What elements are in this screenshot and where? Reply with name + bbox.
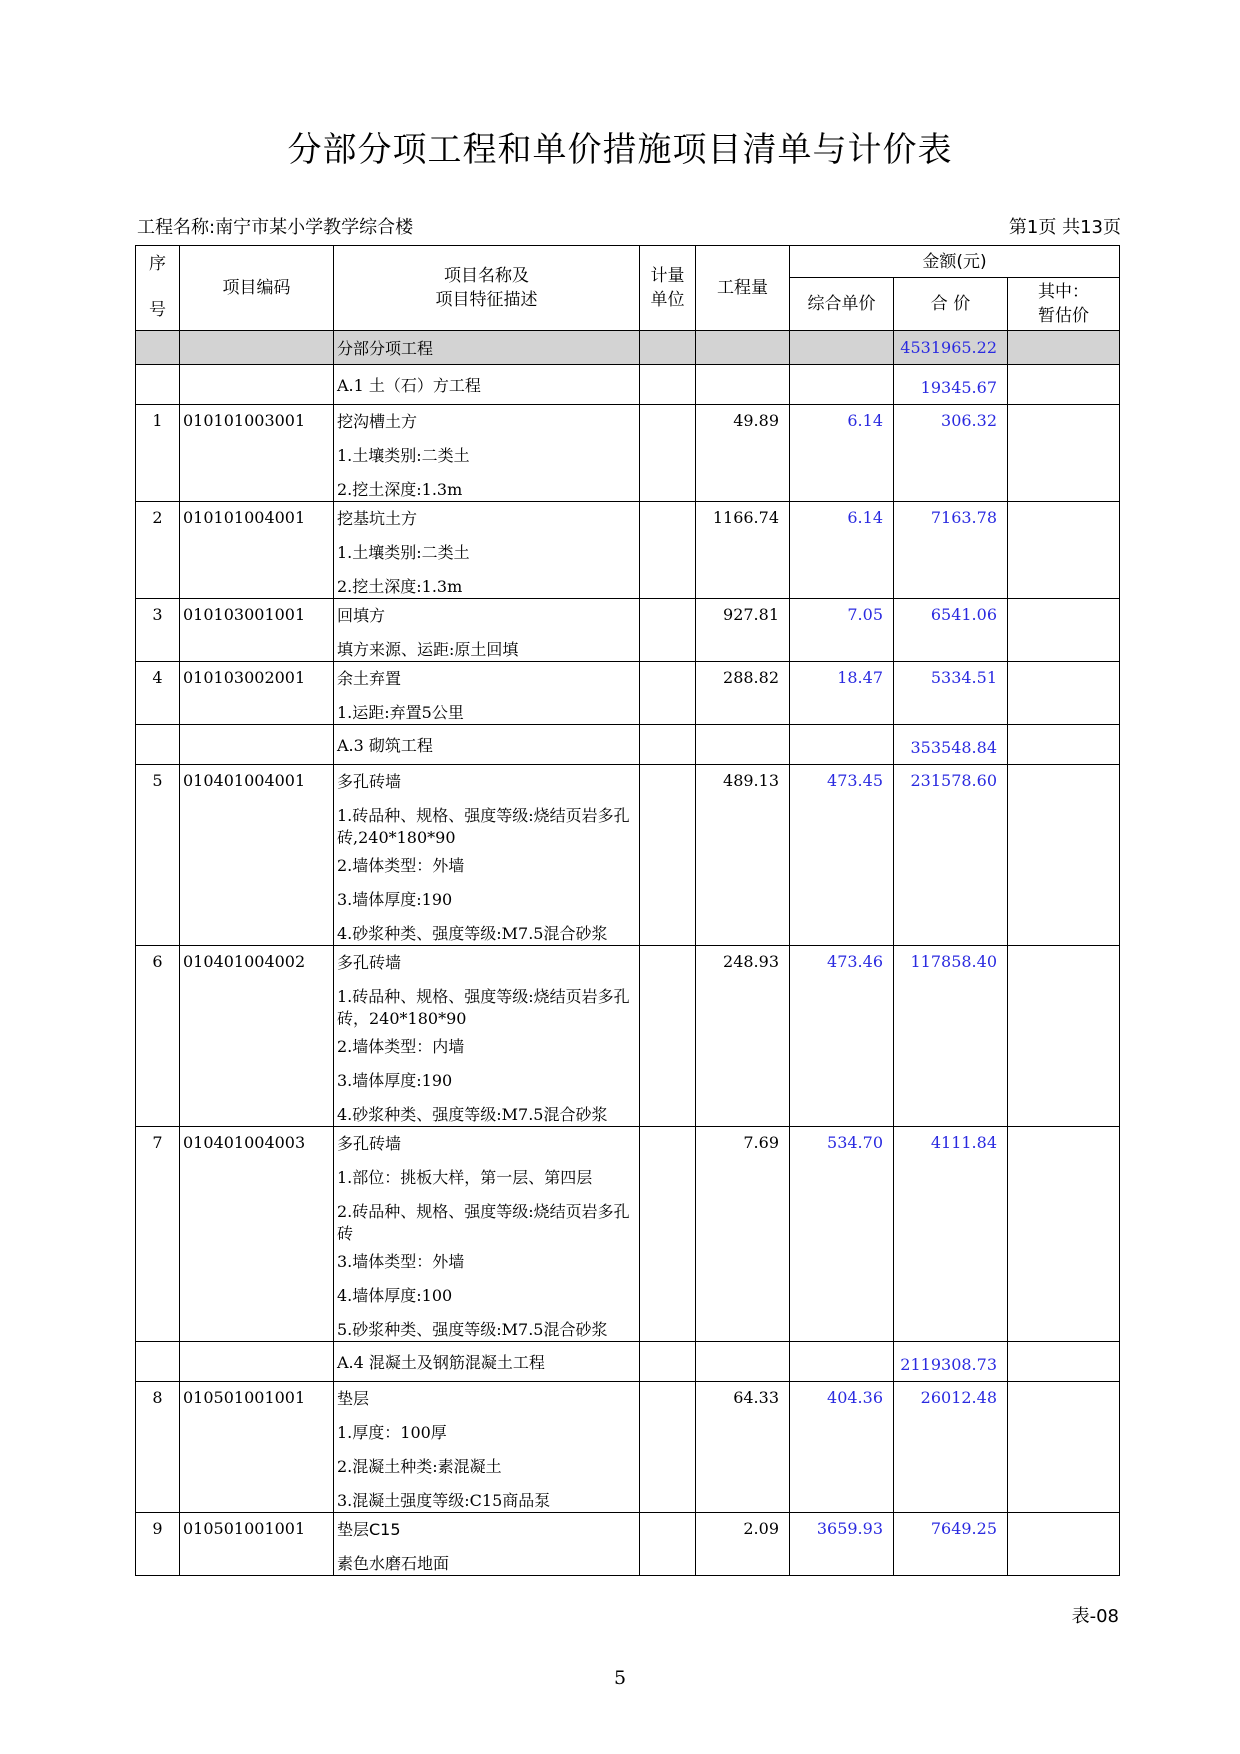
section-total: 2119308.73	[894, 1342, 1008, 1382]
item-feature: 1.运距:弃置5公里	[337, 703, 464, 722]
item-unit	[640, 1513, 696, 1576]
item-unit	[640, 502, 696, 599]
item-code: 010401004002	[180, 946, 334, 1127]
item-name: 多孔砖墙	[337, 772, 402, 791]
item-feature: 2.墙体类型：外墙	[337, 856, 465, 875]
item-seq: 7	[136, 1127, 180, 1342]
item-feature: 2.墙体类型：内墙	[337, 1037, 465, 1056]
item-provisional	[1008, 765, 1120, 946]
page-title: 分部分项工程和单价措施项目清单与计价表	[287, 130, 953, 170]
item-name: 回填方	[337, 606, 386, 625]
item-provisional	[1008, 405, 1120, 502]
item-seq: 4	[136, 662, 180, 725]
item-row	[136, 765, 1120, 946]
item-unit-price: 7.05	[790, 599, 894, 662]
item-name: 挖沟槽土方	[337, 412, 418, 431]
item-total: 6541.06	[894, 599, 1008, 662]
item-unit-price: 6.14	[790, 405, 894, 502]
section-row	[136, 725, 1120, 765]
item-code: 010101004001	[180, 502, 334, 599]
item-feature: 素色水磨石地面	[337, 1554, 450, 1573]
item-unit-price: 473.45	[790, 765, 894, 946]
item-total: 117858.40	[894, 946, 1008, 1127]
item-total: 26012.48	[894, 1382, 1008, 1513]
item-row	[136, 1513, 1120, 1576]
item-unit	[640, 405, 696, 502]
item-row	[136, 502, 1120, 599]
page-indicator: 第1页 共13页	[1008, 217, 1121, 238]
item-qty: 49.89	[696, 405, 790, 502]
item-feature: 2.砖品种、规格、强度等级:烧结页岩多孔砖	[337, 1202, 630, 1243]
item-code: 010103002001	[180, 662, 334, 725]
header-code: 项目编码	[180, 246, 334, 331]
item-seq: 3	[136, 599, 180, 662]
item-code: 010401004003	[180, 1127, 334, 1342]
item-qty: 288.82	[696, 662, 790, 725]
item-row	[136, 599, 1120, 662]
section-total: 353548.84	[894, 725, 1008, 765]
item-total: 5334.51	[894, 662, 1008, 725]
item-row	[136, 662, 1120, 725]
item-feature: 2.挖土深度:1.3m	[337, 480, 463, 499]
item-description	[334, 405, 640, 502]
item-total: 7649.25	[894, 1513, 1008, 1576]
item-unit-price: 404.36	[790, 1382, 894, 1513]
item-qty: 248.93	[696, 946, 790, 1127]
item-description	[334, 1513, 640, 1576]
item-feature: 3.墙体厚度:190	[337, 1071, 453, 1090]
item-feature: 5.砂浆种类、强度等级:M7.5混合砂浆	[337, 1320, 608, 1339]
item-code: 010401004001	[180, 765, 334, 946]
item-name: 挖基坑土方	[337, 509, 418, 528]
header-unit: 计量 单位	[640, 246, 696, 331]
item-feature: 4.砂浆种类、强度等级:M7.5混合砂浆	[337, 924, 608, 943]
page-number: 5	[613, 1667, 627, 1689]
grand-total-row	[136, 331, 1120, 365]
item-provisional	[1008, 662, 1120, 725]
item-feature: 2.挖土深度:1.3m	[337, 577, 463, 596]
item-seq: 8	[136, 1382, 180, 1513]
section-name: A.1 土（石）方工程	[334, 365, 640, 405]
item-feature: 4.砂浆种类、强度等级:M7.5混合砂浆	[337, 1105, 608, 1124]
header-qty: 工程量	[696, 246, 790, 331]
item-provisional	[1008, 946, 1120, 1127]
item-feature: 3.墙体类型：外墙	[337, 1252, 465, 1271]
bill-table	[135, 245, 1120, 1576]
item-seq: 6	[136, 946, 180, 1127]
item-feature: 1.厚度：100厚	[337, 1423, 447, 1442]
item-name: 垫层C15	[337, 1520, 401, 1539]
item-feature: 填方来源、运距:原土回填	[337, 640, 519, 659]
item-unit	[640, 662, 696, 725]
item-row	[136, 405, 1120, 502]
item-seq: 1	[136, 405, 180, 502]
item-feature: 1.土壤类别:二类土	[337, 446, 470, 465]
item-unit-price: 3659.93	[790, 1513, 894, 1576]
header-provisional: 其中： 暂估价	[1008, 278, 1120, 331]
item-name: 余土弃置	[337, 669, 402, 688]
item-qty: 64.33	[696, 1382, 790, 1513]
item-code: 010101003001	[180, 405, 334, 502]
item-feature: 3.墙体厚度:190	[337, 890, 453, 909]
item-feature: 1.部位：挑板大样，第一层、第四层	[337, 1168, 593, 1187]
item-provisional	[1008, 599, 1120, 662]
item-name: 多孔砖墙	[337, 1134, 402, 1153]
item-feature: 1.土壤类别:二类土	[337, 543, 470, 562]
item-provisional	[1008, 1382, 1120, 1513]
grand-total-value: 4531965.22	[894, 331, 1008, 365]
item-code: 010103001001	[180, 599, 334, 662]
header-unit-price: 综合单价	[790, 278, 894, 331]
item-row	[136, 1382, 1120, 1513]
section-name: A.4 混凝土及钢筋混凝土工程	[334, 1342, 640, 1382]
item-row	[136, 946, 1120, 1127]
item-total: 7163.78	[894, 502, 1008, 599]
item-unit	[640, 1127, 696, 1342]
item-unit-price: 18.47	[790, 662, 894, 725]
item-total: 4111.84	[894, 1127, 1008, 1342]
item-name: 多孔砖墙	[337, 953, 402, 972]
item-qty: 7.69	[696, 1127, 790, 1342]
item-description	[334, 765, 640, 946]
header-seq: 序 号	[136, 246, 180, 331]
item-description	[334, 502, 640, 599]
item-total: 231578.60	[894, 765, 1008, 946]
item-code: 010501001001	[180, 1382, 334, 1513]
item-feature: 1.砖品种、规格、强度等级:烧结页岩多孔砖，240*180*90	[337, 987, 630, 1028]
item-code: 010501001001	[180, 1513, 334, 1576]
item-feature: 4.墙体厚度:100	[337, 1286, 453, 1305]
header-amount: 金额(元)	[790, 246, 1120, 278]
item-qty: 2.09	[696, 1513, 790, 1576]
item-feature: 3.混凝土强度等级:C15商品泵	[337, 1491, 551, 1510]
item-description	[334, 1382, 640, 1513]
item-description	[334, 1127, 640, 1342]
item-unit	[640, 599, 696, 662]
item-feature: 2.混凝土种类:素混凝土	[337, 1457, 502, 1476]
item-seq: 9	[136, 1513, 180, 1576]
meta-row	[137, 213, 1121, 239]
section-row	[136, 1342, 1120, 1382]
item-seq: 2	[136, 502, 180, 599]
section-total: 19345.67	[894, 365, 1008, 405]
item-description	[334, 599, 640, 662]
header-total: 合 价	[894, 278, 1008, 331]
project-name: 工程名称:南宁市某小学教学综合楼	[137, 217, 414, 238]
item-seq: 5	[136, 765, 180, 946]
grand-total-name: 分部分项工程	[334, 331, 640, 365]
header-name: 项目名称及 项目特征描述	[334, 246, 640, 331]
item-unit-price: 6.14	[790, 502, 894, 599]
item-provisional	[1008, 502, 1120, 599]
item-unit	[640, 765, 696, 946]
section-name: A.3 砌筑工程	[334, 725, 640, 765]
item-qty: 1166.74	[696, 502, 790, 599]
item-provisional	[1008, 1127, 1120, 1342]
item-row	[136, 1127, 1120, 1342]
item-unit-price: 534.70	[790, 1127, 894, 1342]
item-unit-price: 473.46	[790, 946, 894, 1127]
item-name: 垫层	[337, 1389, 370, 1408]
section-row	[136, 365, 1120, 405]
form-number: 表-08	[1071, 1606, 1119, 1627]
item-provisional	[1008, 1513, 1120, 1576]
item-feature: 1.砖品种、规格、强度等级:烧结页岩多孔砖,240*180*90	[337, 806, 630, 847]
item-unit	[640, 946, 696, 1127]
item-unit	[640, 1382, 696, 1513]
item-total: 306.32	[894, 405, 1008, 502]
item-qty: 927.81	[696, 599, 790, 662]
item-qty: 489.13	[696, 765, 790, 946]
item-description	[334, 946, 640, 1127]
item-description	[334, 662, 640, 725]
